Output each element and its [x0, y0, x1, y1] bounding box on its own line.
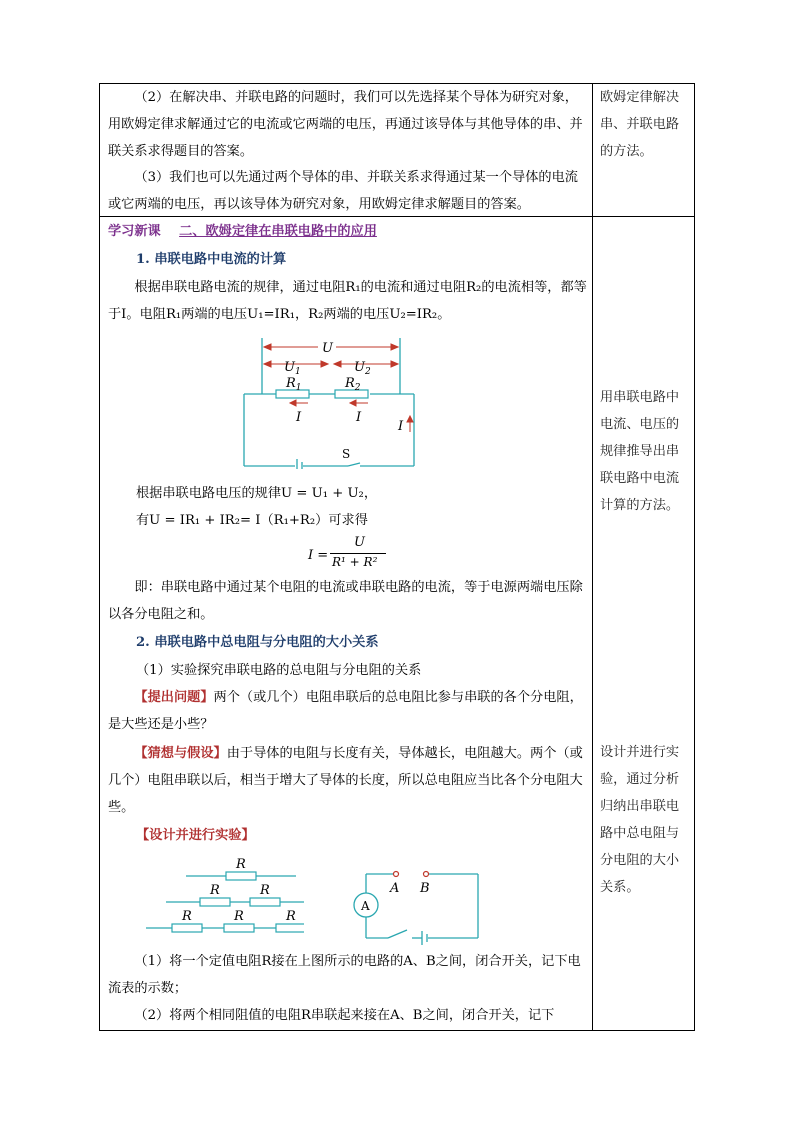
section-heading: [108, 218, 588, 245]
resistor-combinations-figure: [144, 854, 304, 934]
fig1-label-U: U: [322, 341, 333, 356]
subsection-1-title: 1. 串联电路中电流的计算: [136, 252, 287, 267]
fig1-label-I-2: I: [356, 410, 362, 425]
column-divider: [592, 84, 593, 1030]
formula-lhs: I =: [308, 548, 329, 563]
fig1-label-I-3: I: [398, 419, 404, 434]
fig1-label-R1: $R_1$: [286, 376, 302, 393]
fraction-bar: [330, 553, 386, 554]
fig2-label-R-4: R: [182, 909, 192, 924]
fig1-label-R2: $R_2$: [345, 376, 361, 393]
series-current-text: 根据串联电路电流的规律，通过电阻R₁的电流和通过电阻R₂的电流相等，都等于I。电阻R₁两端的电压U₁=IR₁，R₂两端的电压U₂=IR₂。: [108, 280, 587, 322]
fig1-label-U2: $U_2$: [354, 360, 371, 377]
fig2-label-R-3: R: [260, 883, 270, 898]
heading-topic: 二、欧姆定律在串联电路中的应用: [179, 224, 377, 239]
series-circuit-figure: [238, 334, 418, 469]
experiment-title: （1）实验探究串联电路的总电阻与分电阻的关系: [136, 663, 422, 678]
fig3-label-A: A: [390, 881, 400, 896]
conclusion-text: 即：串联电路中通过某个电阻的电流或串联电路的电流，等于电源两端电压除以各分电阻之和。: [108, 580, 583, 622]
hypothesis-label: 【猜想与假设】: [134, 746, 227, 761]
experiment-design-label: 【设计并进行实验】: [136, 828, 255, 843]
question-label: 【提出问题】: [134, 690, 214, 705]
fig1-label-I-1: I: [296, 410, 302, 425]
subsection-2-title: 2. 串联电路中总电阻与分电阻的大小关系: [136, 635, 379, 650]
fig2-label-R-1: R: [236, 857, 246, 872]
voltage-law-text: 根据串联电路电压的规律U = U₁ + U₂，: [136, 486, 378, 501]
fig2-label-R-6: R: [286, 909, 296, 924]
row1-side-note: 欧姆定律解决串、并联电路的方法。: [600, 90, 680, 159]
lesson-table: [99, 83, 695, 1031]
fig2-label-R-2: R: [210, 883, 220, 898]
formula-denominator: R¹ + R²: [332, 555, 378, 569]
hypothesis-paragraph: [108, 740, 588, 821]
step-1-text: （1）将一个定值电阻R接在上图所示的电路的A、B之间，闭合开关，记下电流表的示数；: [108, 954, 581, 996]
fig1-label-U1: $U_1$: [284, 360, 301, 377]
derivation-text: 有U = IR₁ + IR₂= I（R₁+R₂）可求得: [136, 513, 368, 528]
question-paragraph: [108, 684, 588, 738]
row1-paragraph-2: （2）在解决串、并联电路的问题时，我们可以先选择某个导体为研究对象，用欧姆定律求解通过它的电流或它两端的电压，再通过该导体与其他导体的串、并联关系求得题目的答案。: [108, 90, 583, 159]
fig1-label-switch: S: [342, 447, 351, 461]
fig2-label-R-5: R: [234, 909, 244, 924]
question-text: 两个（或几个）电阻串联后的总电阻比参与串联的各个分电阻，是大些还是小些？: [108, 690, 583, 732]
row2-side-note-2: 设计并进行实验，通过分析归纳出串联电路中总电阻与分电阻的大小关系。: [600, 745, 680, 895]
formula-numerator: U: [354, 535, 365, 550]
row2-side-note-1: 用串联电路中电流、电压的规律推导出串联电路中电流计算的方法。: [600, 390, 680, 513]
test-circuit-figure: [352, 856, 488, 946]
row1-paragraph-3: （3）我们也可以先通过两个导体的串、并联关系求得通过某一个导体的电流或它两端的电压，再以该导体为研究对象，用欧姆定律求解题目的答案。: [108, 170, 578, 212]
heading-new-lesson: 学习新课: [108, 224, 161, 239]
ammeter-icon: A: [361, 899, 370, 913]
hypothesis-text: 由于导体的电阻与长度有关，导体越长，电阻越大。两个（或几个）电阻串联以后，相当于增大了导体的长度，所以总电阻应当比各个分电阻大些。: [108, 746, 583, 815]
fig3-label-B: B: [420, 881, 430, 896]
step-2-text: （2）将两个相同阻值的电阻R串联起来接在A、B之间，闭合开关，记下: [134, 1008, 555, 1023]
